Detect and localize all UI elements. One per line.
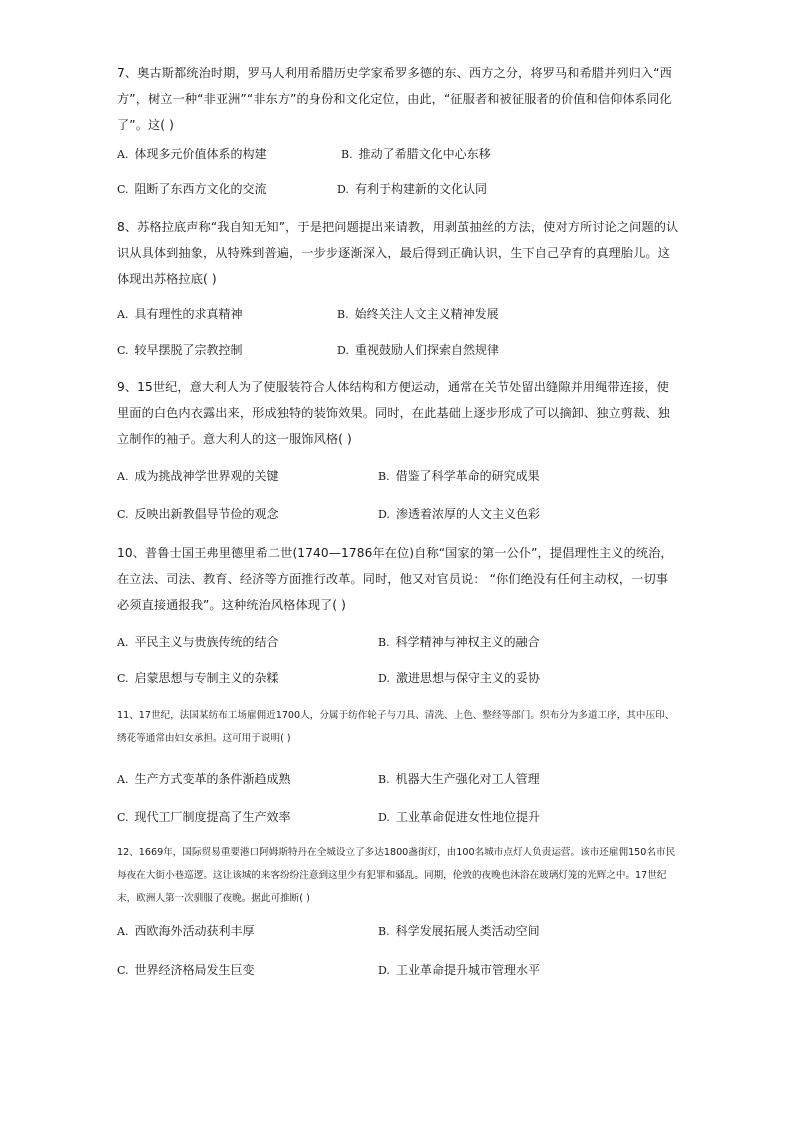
option-key: B. <box>378 470 390 483</box>
option-text: 工业革命提升城市管理水平 <box>395 963 540 977</box>
option-text: 始终关注人文主义精神发展 <box>354 307 499 321</box>
option-d[interactable] <box>378 809 540 826</box>
option-text: 渗透着浓厚的人文主义色彩 <box>395 507 540 521</box>
question-12 <box>117 841 679 910</box>
option-key: D. <box>378 508 390 521</box>
option-a[interactable] <box>117 306 242 323</box>
option-text: 具有理性的求真精神 <box>134 307 243 321</box>
option-key: A. <box>117 773 129 786</box>
question-8 <box>117 214 679 292</box>
option-a[interactable] <box>117 923 254 940</box>
option-d[interactable] <box>378 506 540 523</box>
option-text: 激进思想与保守主义的妥协 <box>395 671 540 685</box>
option-b[interactable] <box>337 306 499 323</box>
option-key: A. <box>117 308 129 321</box>
option-text: 现代工厂制度提高了生产效率 <box>134 810 291 824</box>
option-key: C. <box>117 183 129 196</box>
question-stem: 12、1669年，国际贸易重要港口阿姆斯特丹在全城设立了多达1800盏街灯，由100名城市点灯人负责运营。该市还雇佣150名市民每夜在大街小巷巡逻。这让该城的来客纷纷注意到这里少有犯罪和骚乱。同期，伦敦的夜晚也沐浴在玻璃灯笼的光辉之中。17世纪末，欧洲人第一次驯服了夜晚。据此可推断( ) <box>117 847 676 904</box>
option-text: 生产方式变革的条件渐趋成熟 <box>134 772 291 786</box>
option-d[interactable] <box>337 181 487 198</box>
option-key: C. <box>117 672 129 685</box>
option-key: D. <box>337 183 349 196</box>
question-7 <box>117 60 679 138</box>
option-key: C. <box>117 964 129 977</box>
question-stem: 10、普鲁士国王弗里德里希二世(1740—1786年在位)自称“国家的第一公仆”，提倡理性主义的统治，在立法、司法、教育、经济等方面推行改革。同时，他又对官员说： “你们绝没有任何主动权，一切事必须直接通报我”。这种统治风格体现了( ) <box>117 546 673 612</box>
question-11 <box>117 704 679 750</box>
option-text: 借鉴了科学革命的研究成果 <box>395 469 540 483</box>
option-text: 体现多元价值体系的构建 <box>134 147 267 161</box>
option-key: B. <box>378 636 390 649</box>
option-text: 西欧海外活动获利丰厚 <box>134 924 255 938</box>
option-a[interactable] <box>117 634 278 651</box>
option-key: C. <box>117 344 129 357</box>
option-key: A. <box>117 636 129 649</box>
option-text: 有利于构建新的文化认同 <box>354 182 487 196</box>
option-key: A. <box>117 148 129 161</box>
option-text: 推动了希腊文化中心东移 <box>358 147 491 161</box>
option-text: 平民主义与贵族传统的结合 <box>134 635 279 649</box>
option-c[interactable] <box>117 342 243 359</box>
option-c[interactable] <box>117 962 255 979</box>
option-b[interactable] <box>378 771 540 788</box>
option-text: 科学发展拓展人类活动空间 <box>395 924 540 938</box>
question-stem: 9、15世纪，意大利人为了使服装符合人体结构和方便运动，通常在关节处留出缝隙并用绳带连接，使里面的白色内衣露出来，形成独特的装饰效果。同时，在此基础上逐步形成了可以摘卸、独立剪裁、独立制作的袖子。意大利人的这一服饰风格( ) <box>117 380 670 446</box>
question-stem: 11、17世纪，法国某纺布工场雇佣近1700人，分属于纺作轮子与刀具、清洗、上色、整经等部门。织布分为多道工序，其中压印、绣花等通常由妇女承担。这可用于说明( ) <box>117 710 675 744</box>
question-10 <box>117 540 679 618</box>
option-text: 世界经济格局发生巨变 <box>134 963 255 977</box>
question-stem: 7、奥古斯都统治时期，罗马人利用希腊历史学家希罗多德的东、西方之分，将罗马和希腊并列归入“西方”，树立一种“非亚洲”“非东方”的身份和文化定位，由此，“征服者和被征服者的价值和信仰体系同化了”。这( ) <box>117 66 672 132</box>
question-stem: 8、苏格拉底声称“我自知无知”，于是把问题提出来请教，用剥茧抽丝的方法，使对方所讨论之问题的认识从具体到抽象，从特殊到普遍，一步步逐渐深入，最后得到正确认识，生下自己孕育的真理胎儿。这体现出苏格拉底( ) <box>117 220 679 286</box>
option-text: 较早摆脱了宗教控制 <box>134 343 243 357</box>
option-a[interactable] <box>117 146 266 163</box>
option-text: 启蒙思想与专制主义的杂糅 <box>134 671 279 685</box>
option-b[interactable] <box>378 923 540 940</box>
option-b[interactable] <box>378 634 540 651</box>
option-b[interactable] <box>341 146 491 163</box>
option-a[interactable] <box>117 771 290 788</box>
option-text: 科学精神与神权主义的融合 <box>395 635 540 649</box>
option-key: D. <box>378 672 390 685</box>
option-text: 机器大生产强化对工人管理 <box>395 772 540 786</box>
option-d[interactable] <box>378 962 540 979</box>
option-key: A. <box>117 925 129 938</box>
option-text: 工业革命促进女性地位提升 <box>395 810 540 824</box>
option-d[interactable] <box>378 670 540 687</box>
option-key: C. <box>117 508 129 521</box>
option-text: 重视鼓励人们探索自然规律 <box>354 343 499 357</box>
option-c[interactable] <box>117 181 267 198</box>
option-key: D. <box>378 964 390 977</box>
option-text: 阻断了东西方文化的交流 <box>134 182 267 196</box>
option-d[interactable] <box>337 342 499 359</box>
option-c[interactable] <box>117 809 291 826</box>
option-key: C. <box>117 811 129 824</box>
option-c[interactable] <box>117 670 279 687</box>
option-text: 成为挑战神学世界观的关键 <box>134 469 279 483</box>
option-key: B. <box>378 773 390 786</box>
option-key: A. <box>117 470 129 483</box>
option-text: 反映出新教倡导节俭的观念 <box>134 507 279 521</box>
option-key: D. <box>378 811 390 824</box>
option-key: B. <box>341 148 353 161</box>
option-key: B. <box>378 925 390 938</box>
question-9 <box>117 374 679 452</box>
option-c[interactable] <box>117 506 279 523</box>
option-key: D. <box>337 344 349 357</box>
option-key: B. <box>337 308 349 321</box>
option-a[interactable] <box>117 468 278 485</box>
option-b[interactable] <box>378 468 540 485</box>
